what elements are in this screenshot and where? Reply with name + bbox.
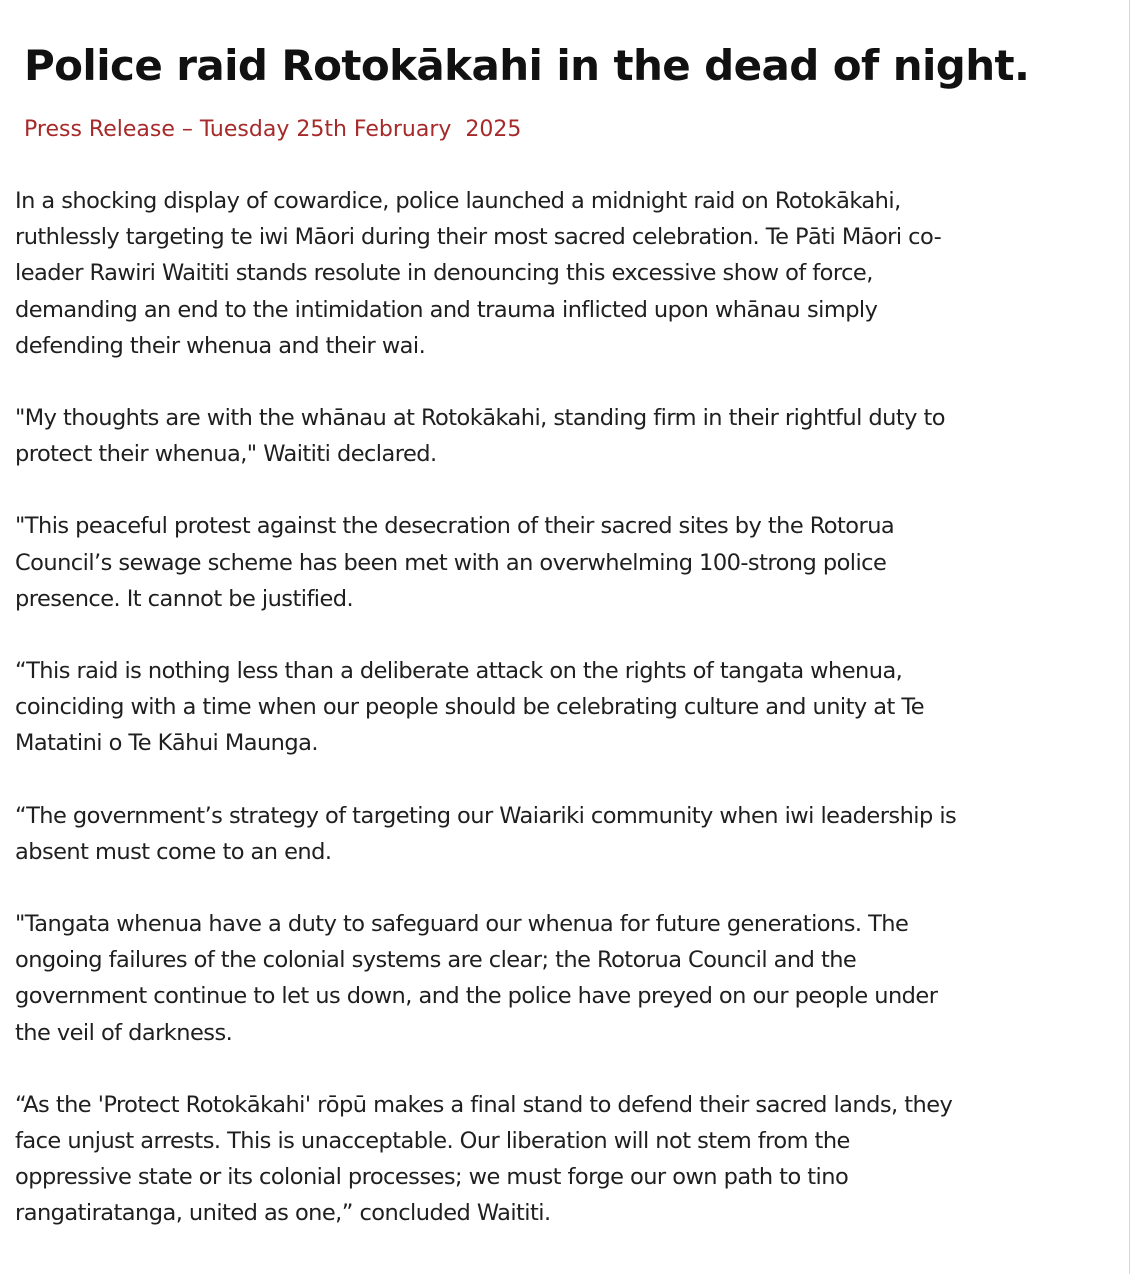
paragraph-line: oppressive state or its colonial processes; we must forge our own path to tino [15,1164,849,1191]
paragraph-line: rangatiratanga, united as one,” concluded Waititi. [15,1200,551,1227]
paragraph-line: defending their whenua and their wai. [15,332,426,359]
paragraph-line: ongoing failures of the colonial systems are clear; the Rotorua Council and the [15,947,857,974]
paragraph-line: the veil of darkness. [15,1019,233,1046]
paragraph-7 [15,1087,1123,1232]
article-body [15,183,1123,1268]
paragraph-line: ruthlessly targeting te iwi Māori during their most sacred celebration. Te Pāti Māori co- [15,224,942,251]
paragraph-3 [15,508,1123,617]
paragraph-5 [15,798,1123,870]
paragraph-line: government continue to let us down, and the police have preyed on our people under [15,983,938,1010]
page-title: Police raid Rotokākahi in the dead of night. [24,41,1030,90]
paragraph-line: “This raid is nothing less than a deliberate attack on the rights of tangata whenua, [15,658,903,685]
paragraph-line: In a shocking display of cowardice, police launched a midnight raid on Rotokākahi, [15,188,901,214]
paragraph-line: Council’s sewage scheme has been met with an overwhelming 100-strong police [15,549,887,576]
paragraph-line: absent must come to an end. [15,838,332,865]
press-release-date: Press Release – Tuesday 25th February 2025 [24,117,522,142]
paragraph-6 [15,906,1123,1051]
paragraph-2 [15,400,1123,472]
paragraph-4 [15,653,1123,762]
paragraph-line: face unjust arrests. This is unacceptable. Our liberation will not stem from the [15,1128,850,1155]
paragraph-line: Matatini o Te Kāhui Maunga. [15,730,318,757]
paragraph-line: presence. It cannot be justified. [15,585,354,612]
paragraph-line: coinciding with a time when our people should be celebrating culture and unity at Te [15,694,925,721]
paragraph-line: “The government’s strategy of targeting our Waiariki community when iwi leadership is [15,802,957,829]
paragraph-line: "Tangata whenua have a duty to safeguard our whenua for future generations. The [15,911,909,938]
paragraph-line: protect their whenua," Waititi declared. [15,441,437,468]
paragraph-line: “As the 'Protect Rotokākahi' rōpū makes a final stand to defend their sacred lands, they [15,1091,953,1118]
paragraph-line: leader Rawiri Waititi stands resolute in denouncing this excessive show of force, [15,260,873,287]
paragraph-line: demanding an end to the intimidation and trauma inflicted upon whānau simply [15,296,878,323]
paragraph-1 [15,183,1123,364]
paragraph-line: "This peaceful protest against the desecration of their sacred sites by the Rotorua [15,513,895,540]
paragraph-line: "My thoughts are with the whānau at Rotokākahi, standing firm in their rightful duty to [15,405,945,432]
